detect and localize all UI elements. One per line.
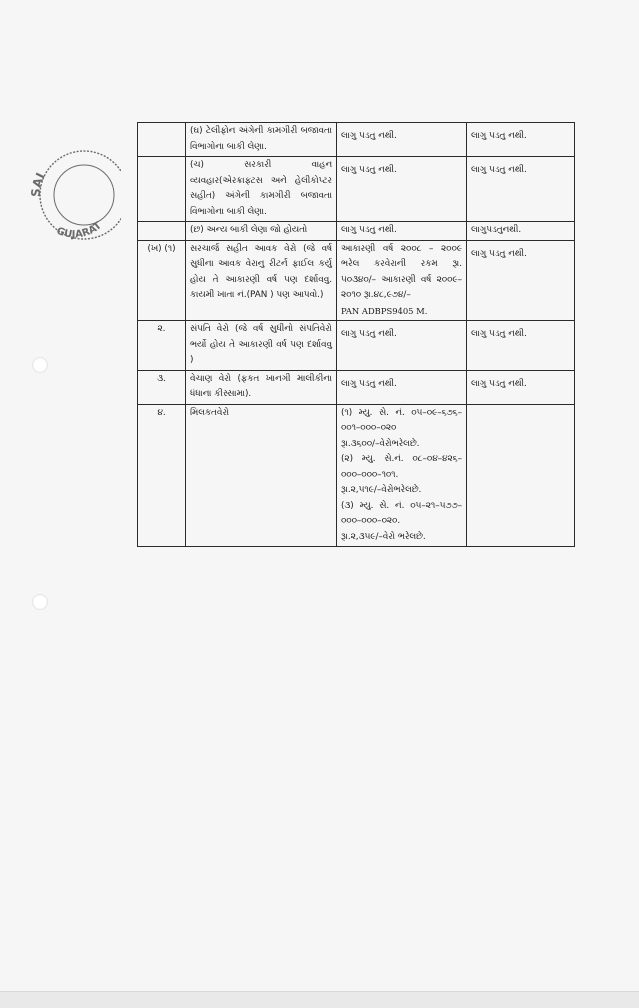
serial-cell: ૩. (138, 370, 186, 404)
serial-cell: ૨. (138, 321, 186, 371)
details-line: રૂા.૩૬૦૦/–વેરોભરેલછે. (341, 438, 420, 449)
remarks-cell: લાગુ પડતુ નથી. (467, 240, 575, 321)
details-line: (૩) મ્યુ. સે. નં. ૦૫–૨૧–૫૭૭– ૦૦૦–૦૦૦–૦૨૦. (341, 500, 462, 526)
details-cell (337, 321, 467, 371)
item-cell: (ઘ) ટેલીફોન અંગેની કામગીરી બજાવતા વિભાગોના બાકી લેણા. (186, 123, 337, 157)
item-cell: સરચાર્જ સહીત આવક વેરો (જે વર્ષ સુધીના આવક વેરાનુ રીટર્ન ફાઈલ કર્યુ હોય તે આકારણી વર્ષ પણ દર્શાવવુ. કાયમી ખાતા નં.(PAN ) પણ આપવો.) (186, 240, 337, 321)
official-seal-stamp (26, 135, 121, 245)
remarks-cell: લાગુપડતુનથી. (467, 222, 575, 241)
punch-hole (32, 594, 48, 610)
table-row (138, 157, 575, 222)
details-cell (337, 370, 467, 404)
remarks-cell: લાગુ પડતુ નથી. (467, 321, 575, 371)
details-line: લાગુ પડતુ નથી. (341, 165, 397, 175)
serial-cell (138, 222, 186, 241)
remarks-cell: લાગુ પડતુ નથી. (467, 123, 575, 157)
details-line: લાગુ પડતુ નથી. (341, 378, 397, 389)
serial-cell (138, 157, 186, 222)
details-line: રૂા.૨,૫૧૯/–વેરોભરેલછે. (341, 485, 422, 495)
seal-top-text: SAI (28, 170, 48, 198)
seal-bottom-text: GUJARAT (54, 220, 104, 241)
remarks-cell (467, 404, 575, 547)
details-line: (૧) મ્યુ. સે. નં. ૦૫–૦૯–૬૭૬–૦૦૧–૦૦૦–૦૨૦ (341, 407, 462, 433)
pan-number: PAN ADBPS9405 M. (341, 305, 428, 316)
details-cell (337, 240, 467, 321)
table-row (138, 240, 575, 321)
details-cell (337, 157, 467, 222)
item-cell: વેચાણ વેરો (ફકત ખાનગી માલીકીના ધંધાના કીસ્સામા). (186, 370, 337, 404)
details-cell (337, 123, 467, 157)
serial-cell (138, 123, 186, 157)
scan-bottom-edge (0, 991, 639, 1008)
declaration-table (137, 122, 575, 547)
item-cell: (ચ) સરકારી વાહન વ્યવહાર(એરક્રાફ્ટસ અને હેલીકોપ્ટર સહીત) અંગેની કામગીરી બજાવતા વિભાગોના બાકી લેણા. (186, 157, 337, 222)
details-line: લાગુ પડતુ નથી. (341, 225, 397, 235)
details-line: લાગુ પડતુ નથી. (341, 329, 397, 339)
serial-cell: (ખ) (૧) (138, 240, 186, 321)
remarks-cell: લાગુ પડતુ નથી. (467, 370, 575, 404)
item-cell: (છ) અન્ય બાકી લેણા જો હોયતો (186, 222, 337, 241)
table-row (138, 222, 575, 241)
punch-hole (32, 357, 48, 373)
details-line: લાગુ પડતુ નથી. (341, 131, 397, 141)
table-row (138, 123, 575, 157)
details-line: આકારણી વર્ષ ૨૦૦૮ – ૨૦૦૯ ભરેલ કરવેરાની રકમ રૂા. ૫૦૩૪૦/– આકારણી વર્ષ ૨૦૦૯–૨૦૧૦ રૂા.૪૮,૯૭૪/– (341, 243, 462, 300)
details-line: રૂા.૨,૩૫૯/–વેરો ભરેલછે. (341, 531, 426, 542)
details-cell (337, 222, 467, 241)
details-cell (337, 404, 467, 547)
details-line: (૨) મ્યુ. સે.નં. ૦૮–૦૪–૪૨૬–૦૦૦–૦૦૦–૧૦૧. (341, 454, 462, 480)
serial-cell: ૪. (138, 404, 186, 547)
item-cell: મિલકતવેરો (186, 404, 337, 547)
table-row (138, 370, 575, 404)
item-cell: સંપતિ વેરો (જે વર્ષ સુધીનો સંપતિવેરો ભર્યો હોય તે આકારણી વર્ષ પણ દર્શાવવુ ) (186, 321, 337, 371)
remarks-cell: લાગુ પડતુ નથી. (467, 157, 575, 222)
table-row (138, 321, 575, 371)
table-row (138, 404, 575, 547)
